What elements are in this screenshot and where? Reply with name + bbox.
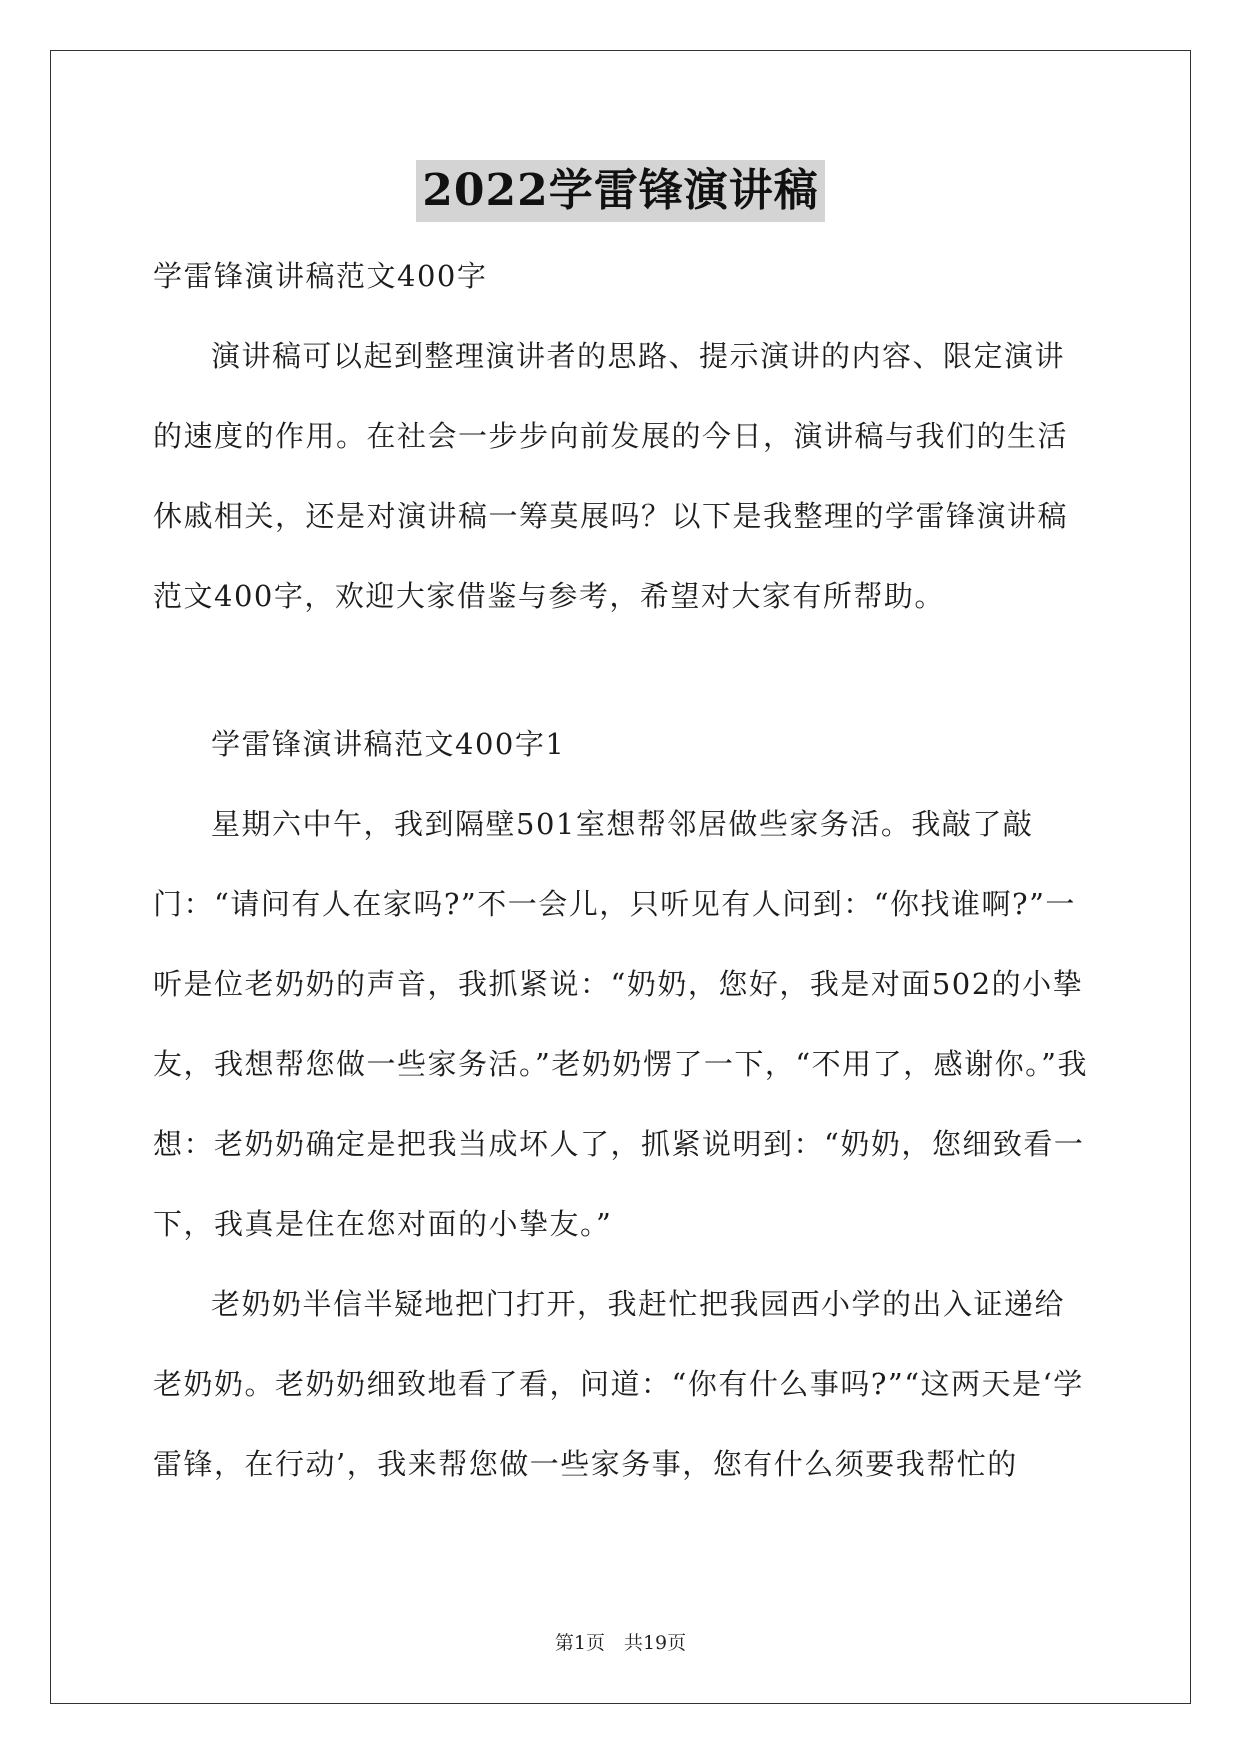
- document-subtitle: 学雷锋演讲稿范文400字: [153, 259, 488, 293]
- section-heading: 学雷锋演讲稿范文400字1: [211, 727, 566, 761]
- document-body: [153, 236, 1093, 1504]
- intro-paragraph: 演讲稿可以起到整理演讲者的思路、提示演讲的内容、限定演讲的速度的作用。在社会一步步向前发展的今日，演讲稿与我们的生活休戚相关，还是对演讲稿一筹莫展吗？以下是我整理的学雷锋演讲稿范文400字，欢迎大家借鉴与参考，希望对大家有所帮助。: [153, 339, 1069, 613]
- paragraph-spacer: [153, 636, 1093, 704]
- document-title: 2022学雷锋演讲稿: [416, 160, 824, 222]
- page-number: 第1页 共19页: [554, 1632, 687, 1654]
- body-paragraph: 星期六中午，我到隔壁501室想帮邻居做些家务活。我敲了敲门：“请问有人在家吗?”不一会儿，只听见有人问到：“你找谁啊?”一听是位老奶奶的声音，我抓紧说：“奶奶，您好，我是对面502的小挚友，我想帮您做一些家务活。”老奶奶愣了一下，“不用了，感谢你。”我想：老奶奶确定是把我当成坏人了，抓紧说明到：“奶奶，您细致看一下，我真是住在您对面的小挚友。”: [153, 807, 1088, 1241]
- title-container: [0, 160, 1241, 222]
- body-paragraph: 老奶奶半信半疑地把门打开，我赶忙把我园西小学的出入证递给老奶奶。老奶奶细致地看了看，问道：“你有什么事吗?”“这两天是‘学雷锋，在行动’，我来帮您做一些家务事，您有什么须要我帮忙的: [153, 1287, 1084, 1481]
